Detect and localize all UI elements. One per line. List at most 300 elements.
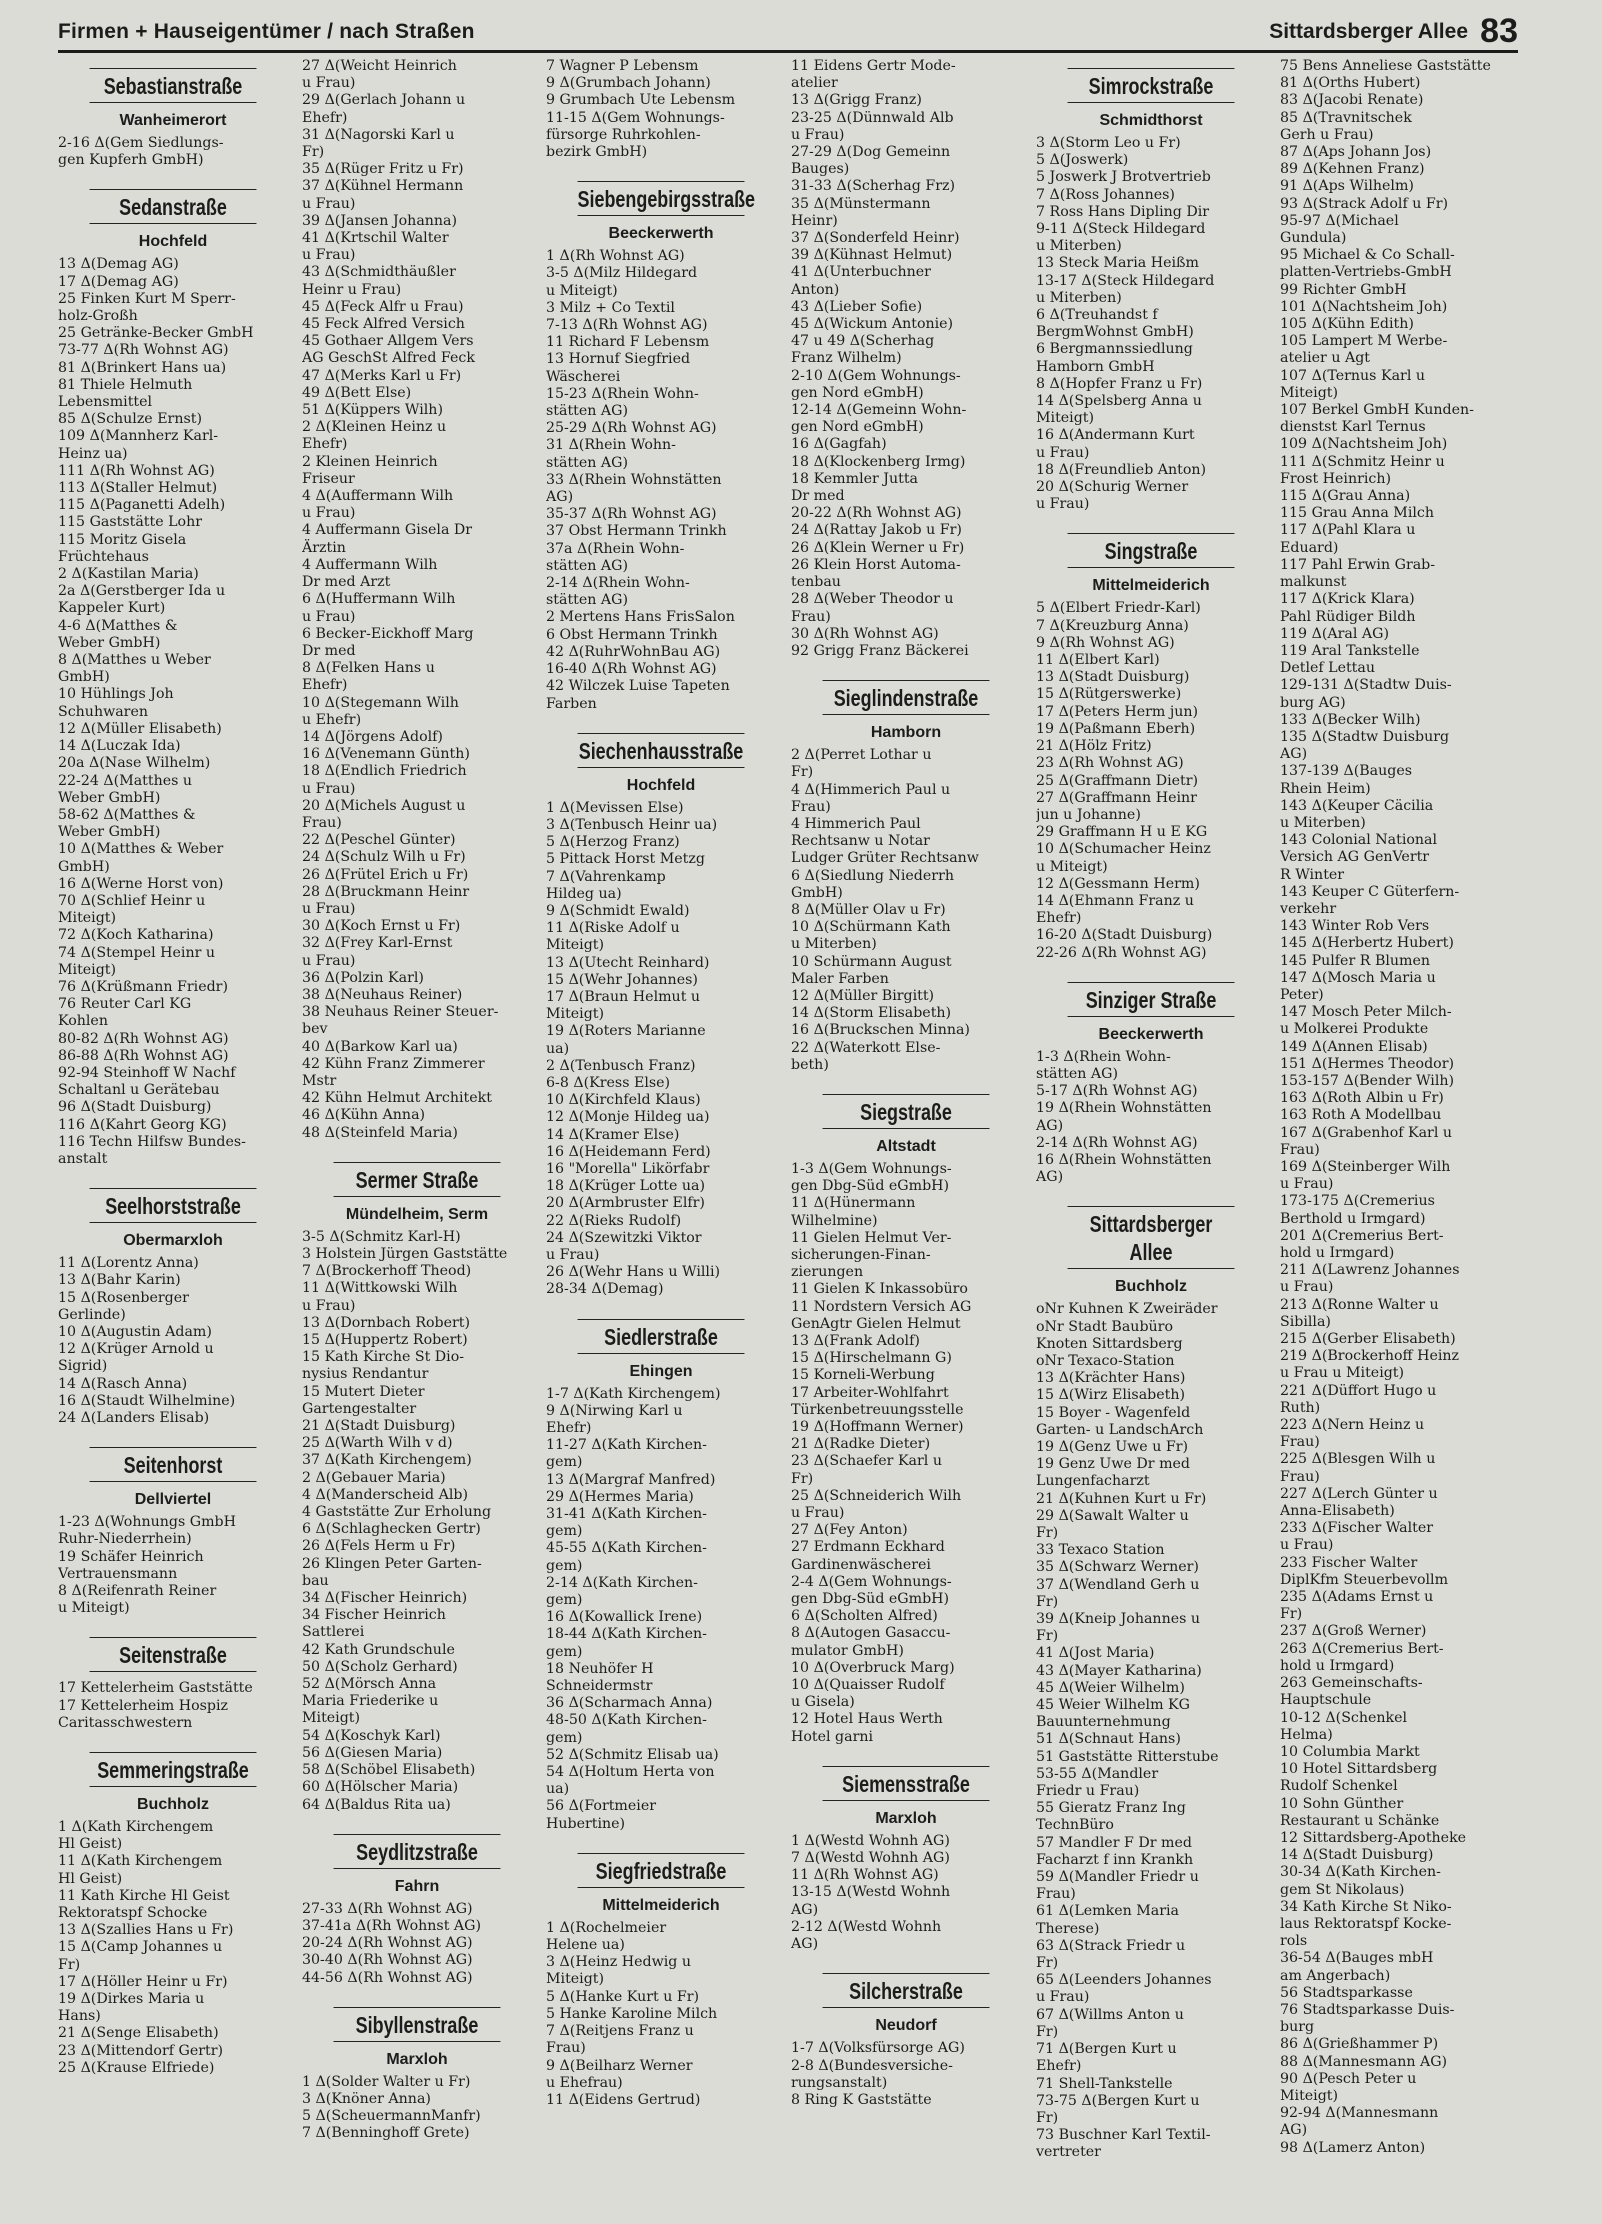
directory-entry: 24 Δ(Rattay Jakob u Fr) (791, 522, 962, 539)
street-heading: Siemensstraße (823, 1766, 990, 1801)
directory-entry: 43 Δ(Schmidthäußler (302, 264, 456, 281)
directory-entry: 54 Δ(Holtum Herta von (546, 1764, 715, 1781)
directory-entry: Miteigt) (1036, 410, 1095, 427)
directory-entry: 16 Δ(Venemann Günth) (302, 746, 470, 763)
directory-entry: 45-55 Δ(Kath Kirchen- (546, 1540, 707, 1557)
directory-entry: Eduard) (1280, 539, 1339, 556)
directory-entry: u Frau) (791, 126, 845, 143)
directory-entry: 145 Pulfer R Blumen (1280, 952, 1431, 969)
directory-entry: Ehefr) (546, 1420, 592, 1436)
directory-entry: 47 u 49 Δ(Scherhag (791, 333, 935, 350)
directory-entry: 3 Δ(Tenbusch Heinr ua) (546, 816, 718, 833)
directory-entry: 16 Δ(Bruckschen Minna) (791, 1022, 970, 1039)
directory-entry: 42 Wilczek Luise Tapeten (546, 678, 730, 695)
district-heading: Hochfeld (138, 233, 208, 251)
directory-entry: 7 Δ(Kreuzburg Anna) (1036, 617, 1189, 634)
directory-entry: 13 Δ(Margraf Manfred) (546, 1471, 716, 1488)
directory-entry: bau (302, 1572, 329, 1589)
directory-entry: stätten AG) (1036, 1065, 1119, 1082)
district-heading: Obermarxloh (123, 1232, 223, 1250)
district-heading: Marxloh (875, 1809, 937, 1827)
directory-entry: 2a Δ(Gerstberger Ida u (58, 583, 226, 600)
directory-entry: stätten AG) (546, 592, 629, 609)
directory-entry: 13 Δ(Demag AG) (58, 256, 179, 273)
directory-entry: 2 Mertens Hans FrisSalon (546, 609, 735, 626)
directory-entry: 17 Δ(Braun Helmut u (546, 988, 701, 1005)
directory-entry: Ehefr) (302, 436, 348, 453)
directory-entry: 25 Getränke-Becker GmbH (58, 325, 254, 342)
directory-entry: AG) (546, 489, 574, 506)
directory-entry: 18 Δ(Krüger Lotte ua) (546, 1178, 706, 1195)
directory-entry: 116 Techn Hilfsw Bundes- (58, 1133, 246, 1150)
directory-column (1280, 58, 1510, 2218)
block-spacer (302, 1142, 532, 1152)
directory-entry: 115 Moritz Gisela (58, 531, 187, 548)
block-spacer (1036, 1186, 1266, 1196)
directory-entry: 42 Δ(RuhrWohnBau AG) (546, 643, 721, 660)
directory-entry: u Frau) (1036, 444, 1090, 461)
directory-entry: Dr med (791, 488, 845, 505)
directory-entry: 64 Δ(Baldus Rita ua) (302, 1796, 451, 1813)
directory-entry: 25 Δ(Krause Elfriede) (58, 2059, 215, 2076)
directory-entry: 45 Δ(Feck Alfr u Frau) (302, 298, 464, 315)
directory-entry: u Miterben) (1036, 238, 1122, 255)
directory-entry: u Frau) (302, 608, 356, 625)
directory-entry: 44-56 Δ(Rh Wohnst AG) (302, 1969, 473, 1986)
directory-entry: 42 Kühn Helmut Architekt (302, 1090, 492, 1107)
directory-entry: 1 Δ(Rh Wohnst AG) (546, 248, 685, 265)
directory-entry: 6-8 Δ(Kress Else) (546, 1074, 671, 1091)
directory-entry: 49 Δ(Bett Else) (302, 384, 412, 401)
directory-entry: Fr) (1036, 1525, 1059, 1541)
directory-entry: 22 Δ(Rieks Rudolf) (546, 1212, 682, 1229)
directory-entry: 10 Δ(Stegemann Wilh (302, 694, 459, 711)
street-heading: Siebengebirgsstraße (578, 181, 745, 216)
directory-entry: 38 Δ(Neuhaus Reiner) (302, 986, 463, 1003)
directory-entry: 11 Δ(Lorentz Anna) (58, 1255, 199, 1272)
directory-entry: Miteigt) (546, 1971, 605, 1988)
directory-entry: 42 Kath Grundschule (302, 1641, 455, 1658)
directory-entry: 4 Auffermann Gisela Dr (302, 522, 473, 539)
directory-entry: u Molkerei Produkte (1280, 1021, 1429, 1038)
district-heading: Schmidthorst (1099, 112, 1203, 129)
directory-entry: 52 Δ(Schmitz Elisab ua) (546, 1746, 719, 1763)
directory-entry: 37-41a Δ(Rh Wohnst AG) (302, 1917, 482, 1934)
directory-entry: 36 Δ(Polzin Karl) (302, 969, 424, 986)
directory-entry: 36-54 Δ(Bauges mbH (1280, 1950, 1434, 1967)
directory-entry: gem) (546, 1643, 583, 1660)
directory-entry: 3 Δ(Knöner Anna) (302, 2090, 431, 2107)
directory-entry: Fr) (58, 1956, 81, 1973)
directory-entry: 29 Δ(Sawalt Walter u (1036, 1507, 1189, 1524)
directory-entry: 143 Winter Rob Vers (1280, 918, 1430, 935)
directory-entry: 19 Δ(Roters Marianne (546, 1023, 706, 1040)
directory-entry: 1-3 Δ(Gem Wohnungs- (791, 1160, 952, 1177)
directory-entry: Frau) (1280, 1141, 1320, 1158)
directory-entry: u Miterben) (791, 936, 877, 953)
directory-entry: u Frau) (302, 247, 356, 264)
directory-entry: 10 Hotel Sittardsberg (1280, 1761, 1438, 1778)
directory-entry: 26 Δ(Fels Herm u Fr) (302, 1538, 456, 1555)
directory-entry: 263 Δ(Cremerius Bert- (1280, 1640, 1444, 1657)
directory-entry: 26 Klingen Peter Garten- (302, 1555, 482, 1572)
directory-entry: laus Rektoratspf Kocke- (1280, 1915, 1452, 1932)
directory-entry: 11 Nordstern Versich AG (791, 1298, 972, 1315)
directory-entry: u Miterben) (1280, 814, 1366, 831)
directory-entry: u Frau) (546, 1246, 600, 1263)
street-heading: Sermer Straße (334, 1162, 501, 1197)
directory-entry: u Frau) (1036, 496, 1090, 513)
block-spacer (58, 2077, 288, 2087)
directory-entry: 56 Δ(Fortmeier (546, 1798, 657, 1815)
directory-entry: 13 Δ(Stadt Duisburg) (1036, 669, 1190, 686)
directory-entry: 39 Δ(Jansen Johanna) (302, 212, 458, 229)
directory-entry: 11 Kath Kirche Hl Geist (58, 1887, 230, 1904)
directory-entry: Miteigt) (1280, 2087, 1339, 2104)
district-heading: Beeckerwerth (608, 225, 714, 243)
directory-entry: 15 Δ(Rosenberger (58, 1289, 189, 1306)
directory-entry: 14 Δ(Luczak Ida) (58, 738, 181, 755)
directory-entry: 19 Schäfer Heinrich (58, 1548, 204, 1565)
directory-entry: 2-14 Δ(Rhein Wohn- (546, 575, 690, 592)
directory-entry: 109 Δ(Mannherz Karl- (58, 428, 219, 445)
directory-entry: Schneidermstr (546, 1678, 653, 1695)
directory-entry: 75 Bens Anneliese Gaststätte (1280, 58, 1491, 74)
directory-entry: 151 Δ(Hermes Theodor) (1280, 1055, 1455, 1072)
block-spacer (791, 660, 1021, 670)
directory-entry: Hl Geist) (58, 1870, 123, 1887)
directory-entry: oNr Texaco-Station (1036, 1352, 1175, 1369)
block-spacer (791, 2109, 1021, 2119)
directory-entry: 27 Δ(Fey Anton) (791, 1522, 908, 1539)
directory-entry: 14 Δ(Stadt Duisburg) (1280, 1847, 1434, 1864)
directory-entry: Fr) (1036, 2109, 1059, 2126)
directory-entry: u Frau u Miteigt) (1280, 1365, 1405, 1382)
directory-entry: 86-88 Δ(Rh Wohnst AG) (58, 1047, 229, 1064)
directory-entry: Schuhwaren (58, 703, 148, 720)
directory-entry: 111 Δ(Rh Wohnst AG) (58, 462, 215, 479)
directory-entry: 22-24 Δ(Matthes u (58, 772, 193, 789)
directory-entry: 52 Δ(Mörsch Anna (302, 1676, 437, 1693)
directory-entry: 115 Grau Anna Milch (1280, 505, 1434, 522)
directory-entry: 11 Eidens Gertr Mode- (791, 58, 956, 74)
directory-entry: AG) (791, 1901, 819, 1918)
directory-entry: fürsorge Ruhrkohlen- (546, 126, 701, 143)
street-heading: Sibyllenstraße (334, 2007, 501, 2042)
directory-entry: Miteigt) (546, 1006, 605, 1023)
directory-entry: 28 Δ(Weber Theodor u (791, 591, 954, 608)
directory-entry: 11 Δ(Eidens Gertrud) (546, 2091, 701, 2108)
directory-entry: 16 Δ(Gagfah) (791, 436, 887, 453)
directory-entry: 92-94 Δ(Mannesmann (1280, 2105, 1439, 2122)
directory-entry: 41 Δ(Unterbuchner (791, 264, 931, 281)
directory-entry: Garten- u LandschArch (1036, 1421, 1204, 1438)
block-spacer (58, 1617, 288, 1627)
street-heading: Seelhorststraße (90, 1188, 257, 1223)
directory-entry: 14 Δ(Jörgens Adolf) (302, 728, 443, 745)
directory-entry: 1 Δ(Westd Wohnh AG) (791, 1832, 950, 1849)
district-heading: Mittelmeiderich (602, 1896, 720, 1914)
directory-entry: gen Nord eGmbH) (791, 419, 924, 436)
directory-entry: 10 Schürmann August (791, 953, 952, 970)
directory-column (791, 58, 1021, 2218)
directory-entry: 26 Klein Horst Automa- (791, 556, 961, 573)
directory-entry: 15 Δ(Rütgerswerke) (1036, 686, 1182, 703)
district-heading: Neudorf (875, 2017, 937, 2035)
directory-entry: 1-23 Δ(Wohnungs GmbH (58, 1514, 236, 1531)
directory-entry: 39 Δ(Kneip Johannes u (1036, 1611, 1201, 1628)
directory-entry: Frost Heinrich) (1280, 470, 1392, 487)
block-spacer (58, 1168, 288, 1178)
directory-entry: 3 Milz + Co Textil (546, 299, 675, 316)
directory-entry: jun u Johanne) (1036, 806, 1141, 823)
directory-entry: 26 Δ(Klein Werner u Fr) (791, 539, 965, 556)
directory-entry: 13 Δ(Utecht Reinhard) (546, 954, 710, 971)
street-heading: Siedlerstraße (578, 1319, 745, 1354)
directory-entry: 87 Δ(Aps Johann Jos) (1280, 144, 1432, 161)
directory-entry: 59 Δ(Mandler Friedr u (1036, 1869, 1199, 1886)
district-heading: Fahrn (394, 1877, 440, 1895)
directory-entry: 23 Δ(Mittendorf Gertr) (58, 2042, 224, 2059)
directory-entry: 2 Δ(Tenbusch Franz) (546, 1057, 696, 1074)
directory-entry: gem) (546, 1729, 583, 1746)
directory-entry: 29 Graffmann H u E KG (1036, 824, 1208, 841)
directory-entry: 2 Δ(Gebauer Maria) (302, 1469, 446, 1486)
directory-entry: AG) (1280, 746, 1308, 763)
street-heading: Sieglindenstraße (823, 680, 990, 715)
directory-entry: 12 Δ(Müller Birgitt) (791, 987, 935, 1004)
directory-entry: 20 Δ(Armbruster Elfr) (546, 1195, 705, 1212)
directory-entry: atelier u Agt (1280, 350, 1370, 367)
directory-entry: Frau) (302, 814, 342, 831)
directory-entry: 135 Δ(Stadtw Duisburg (1280, 728, 1450, 745)
directory-entry: 35-37 Δ(Rh Wohnst AG) (546, 506, 717, 523)
directory-entry: 5 Δ(Elbert Friedr-Karl) (1036, 600, 1201, 617)
directory-entry: u Miteigt) (1036, 858, 1108, 875)
directory-entry: Weber GmbH) (58, 789, 161, 806)
directory-entry: 35 Δ(Münstermann (791, 195, 931, 212)
block-spacer (546, 1833, 776, 1843)
district-heading: Buchholz (137, 1796, 209, 1814)
directory-entry: 26 Δ(Wehr Hans u Willi) (546, 1264, 721, 1281)
directory-entry: 51 Gaststätte Ritterstube (1036, 1748, 1219, 1765)
directory-entry: 14 Δ(Ehmann Franz u (1036, 892, 1194, 909)
directory-entry: 5 Δ(ScheuermannManfr) (302, 2108, 481, 2125)
directory-entry: 81 Thiele Helmuth (58, 376, 193, 393)
directory-entry: 18 Kemmler Jutta (791, 470, 918, 487)
directory-entry: 237 Δ(Groß Werner) (1280, 1623, 1427, 1640)
directory-entry: R Winter (1280, 866, 1345, 883)
directory-entry: 34 Fischer Heinrich (302, 1607, 446, 1624)
directory-entry: Gundula) (1280, 230, 1347, 247)
directory-entry: 9 Grumbach Ute Lebensm (546, 92, 736, 109)
directory-entry: 117 Δ(Pahl Klara u (1280, 522, 1416, 539)
directory-entry: 48-50 Δ(Kath Kirchen- (546, 1712, 707, 1729)
directory-entry: 32 Δ(Frey Karl-Ernst (302, 935, 453, 952)
directory-entry: 35 Δ(Schwarz Werner) (1036, 1559, 1199, 1576)
directory-entry: 13 Δ(Bahr Karin) (58, 1272, 181, 1289)
directory-entry: 21 Δ(Senge Elisabeth) (58, 2025, 219, 2042)
directory-entry: Maler Farben (791, 970, 889, 987)
directory-entry: 7 Δ(Vahrenkamp (546, 868, 666, 885)
directory-entry: 76 Δ(Krüßmann Friedr) (58, 978, 228, 995)
directory-entry: 13 Δ(Grigg Franz) (791, 92, 922, 109)
street-heading: Sebastianstraße (90, 68, 257, 103)
directory-entry: u Frau) (302, 900, 356, 917)
directory-entry: Ehefr) (302, 677, 348, 694)
directory-entry: 27 Erdmann Eckhard (791, 1539, 945, 1556)
directory-entry: 233 Δ(Fischer Walter (1280, 1520, 1434, 1537)
directory-entry: 33 Δ(Rhein Wohnstätten (546, 471, 722, 488)
directory-entry: 56 Stadtsparkasse (1280, 1984, 1413, 2001)
directory-entry: Helma) (1280, 1726, 1333, 1743)
directory-entry: 38 Neuhaus Reiner Steuer- (302, 1004, 499, 1021)
directory-entry: Fr) (791, 764, 814, 781)
directory-entry: gem) (546, 1523, 583, 1540)
directory-entry: 20 Δ(Michels August u (302, 797, 466, 814)
directory-entry: 93 Δ(Strack Adolf u Fr) (1280, 195, 1449, 212)
directory-entry: 45 Δ(Wickum Antonie) (791, 316, 954, 333)
directory-entry: u Frau) (1036, 1989, 1090, 2006)
directory-entry: AG) (791, 1936, 819, 1953)
directory-entry: sicherungen-Finan- (791, 1246, 931, 1263)
directory-entry: 117 Δ(Krick Klara) (1280, 591, 1415, 608)
directory-entry: 21 Δ(Stadt Duisburg) (302, 1418, 456, 1435)
directory-entry: u Ehefrau) (546, 2074, 623, 2091)
district-heading: Beeckerwerth (1098, 1025, 1204, 1043)
directory-entry: 12 Δ(Müller Elisabeth) (58, 720, 222, 737)
directory-entry: 101 Δ(Nachtsheim Joh) (1280, 298, 1448, 315)
directory-entry: am Angerbach) (1280, 1967, 1391, 1984)
directory-entry: 15 Δ(Wehr Johannes) (546, 971, 698, 988)
directory-entry: Anna-Elisabeth) (1280, 1503, 1395, 1520)
directory-entry: u Frau) (302, 75, 356, 92)
directory-entry: 145 Δ(Herbertz Hubert) (1280, 935, 1454, 952)
directory-entry: 14 Δ(Rasch Anna) (58, 1375, 188, 1392)
directory-entry: 11 Δ(Hünermann (791, 1195, 916, 1212)
directory-entry: rungsanstalt) (791, 2074, 888, 2091)
directory-columns (58, 58, 1518, 2218)
directory-entry: 13 Steck Maria Heißm (1036, 255, 1199, 272)
directory-entry: 21 Δ(Radke Dieter) (791, 1436, 931, 1453)
directory-entry: 31-33 Δ(Scherhag Frz) (791, 178, 955, 195)
directory-entry: u Frau) (1280, 1176, 1334, 1193)
directory-entry: 25 Δ(Graffmann Dietr) (1036, 772, 1199, 789)
block-spacer (791, 1746, 1021, 1756)
directory-entry: 163 Roth A Modellbau (1280, 1107, 1442, 1124)
directory-entry: beth) (791, 1056, 829, 1073)
directory-entry: 18-44 Δ(Kath Kirchen- (546, 1626, 707, 1643)
directory-column (302, 58, 532, 2218)
directory-entry: Therese) (1036, 1920, 1100, 1937)
directory-entry: 37 Δ(Sonderfeld Heinr) (791, 230, 960, 247)
directory-entry: 11 Δ(Rh Wohnst AG) (791, 1867, 939, 1884)
directory-entry: Schaltanl u Gerätebau (58, 1082, 220, 1099)
directory-entry: 42 Kühn Franz Zimmerer (302, 1055, 485, 1072)
directory-entry: Friedr u Frau) (1036, 1783, 1140, 1800)
directory-entry: 8 Δ(Autogen Gasaccu- (791, 1625, 951, 1642)
directory-entry: 3 Holstein Jürgen Gaststätte (302, 1246, 508, 1262)
directory-entry: 9 Δ(Schmidt Ewald) (546, 902, 690, 919)
directory-entry: stätten AG) (546, 403, 629, 420)
directory-entry: 11 Gielen Helmut Ver- (791, 1229, 952, 1246)
directory-entry: 89 Δ(Kehnen Franz) (1280, 161, 1425, 178)
directory-entry: nysius Rendantur (302, 1366, 429, 1383)
directory-entry: 7 Δ(Westd Wohnh AG) (791, 1850, 950, 1867)
directory-entry: u Frau) (302, 952, 356, 969)
directory-entry: holz-Großh (58, 308, 138, 325)
directory-entry: 10 Δ(Schumacher Heinz (1036, 841, 1211, 858)
directory-entry: 11 Δ(Riske Adolf u (546, 920, 680, 937)
directory-entry: u Frau) (1280, 1279, 1334, 1296)
directory-entry: 98 Δ(Lamerz Anton) (1280, 2139, 1426, 2156)
directory-entry: 7 Ross Hans Dipling Dir (1036, 203, 1210, 220)
directory-entry: u Frau) (302, 1297, 356, 1314)
block-spacer (1036, 2162, 1266, 2172)
directory-entry: 5 Δ(Joswerk) (1036, 152, 1129, 169)
directory-entry: 33 Texaco Station (1036, 1542, 1165, 1559)
directory-entry: 1-7 Δ(Kath Kirchengem) (546, 1385, 721, 1402)
directory-entry: Ruth) (1280, 1399, 1321, 1416)
directory-entry: u Ehefr) (302, 711, 362, 728)
block-spacer (546, 2109, 776, 2119)
directory-entry: 8 Δ(Matthes u Weber (58, 652, 211, 669)
directory-entry: 19 Δ(Paßmann Eberh) (1036, 720, 1196, 737)
directory-entry: 2 Δ(Perret Lothar u (791, 747, 932, 764)
directory-entry: 56 Δ(Giesen Maria) (302, 1744, 443, 1761)
directory-entry: Frau) (1280, 1468, 1320, 1485)
block-spacer (791, 1953, 1021, 1963)
directory-entry: bev (302, 1021, 328, 1038)
street-heading: Sittardsberger Allee (1068, 1206, 1235, 1269)
directory-entry: 8 Δ(Felken Hans u (302, 660, 435, 677)
street-heading: Siechenhausstraße (578, 733, 745, 768)
directory-entry: 23 Δ(Rh Wohnst AG) (1036, 755, 1184, 772)
directory-entry: 27 Δ(Graffmann Heinr (1036, 789, 1197, 806)
directory-entry: 11 Δ(Elbert Karl) (1036, 652, 1160, 669)
directory-entry: 27-29 Δ(Dog Gemeinn (791, 144, 951, 161)
page-number: 83 (1480, 12, 1518, 50)
directory-entry: 19 Δ(Genz Uwe u Fr) (1036, 1438, 1189, 1455)
directory-entry: 15 Δ(Wirz Elisabeth) (1036, 1387, 1186, 1404)
directory-entry: 107 Δ(Ternus Karl u (1280, 367, 1425, 384)
directory-entry: Sibilla) (1280, 1313, 1331, 1330)
directory-entry: gem St Nikolaus) (1280, 1881, 1405, 1898)
directory-entry: 15-23 Δ(Rhein Wohn- (546, 385, 699, 402)
directory-entry: 16 Δ(Staudt Wilhelmine) (58, 1392, 236, 1409)
directory-entry: 72 Δ(Koch Katharina) (58, 927, 214, 944)
directory-entry: 74 Δ(Stempel Heinr u (58, 944, 216, 961)
directory-entry: 35 Δ(Rüger Fritz u Fr) (302, 161, 464, 178)
directory-entry: u Miteigt) (546, 282, 618, 299)
district-heading: Ehingen (629, 1362, 693, 1380)
directory-entry: 80-82 Δ(Rh Wohnst AG) (58, 1030, 229, 1047)
directory-entry: 12 Δ(Gessmann Herm) (1036, 875, 1200, 892)
directory-entry: 16 "Morella" Likörfabr (546, 1160, 710, 1177)
directory-entry: 22-26 Δ(Rh Wohnst AG) (1036, 944, 1207, 961)
directory-entry: Fr) (1036, 1628, 1059, 1645)
directory-entry: Facharzt f inn Krankh (1036, 1851, 1194, 1868)
directory-entry: 39 Δ(Kühnast Helmut) (791, 247, 953, 264)
directory-entry: 5-17 Δ(Rh Wohnst AG) (1036, 1083, 1198, 1100)
directory-entry: 15 Δ(Huppertz Robert) (302, 1332, 468, 1349)
directory-entry: 20a Δ(Nase Wilhelm) (58, 755, 211, 772)
directory-entry: 10 Δ(Kirchfeld Klaus) (546, 1092, 701, 1109)
directory-entry: 6 Δ(Huffermann Wilh (302, 591, 456, 608)
directory-entry: Gartengestalter (302, 1400, 417, 1417)
directory-entry: u Frau) (791, 1505, 845, 1522)
directory-entry: Berthold u Irmgard) (1280, 1210, 1426, 1227)
